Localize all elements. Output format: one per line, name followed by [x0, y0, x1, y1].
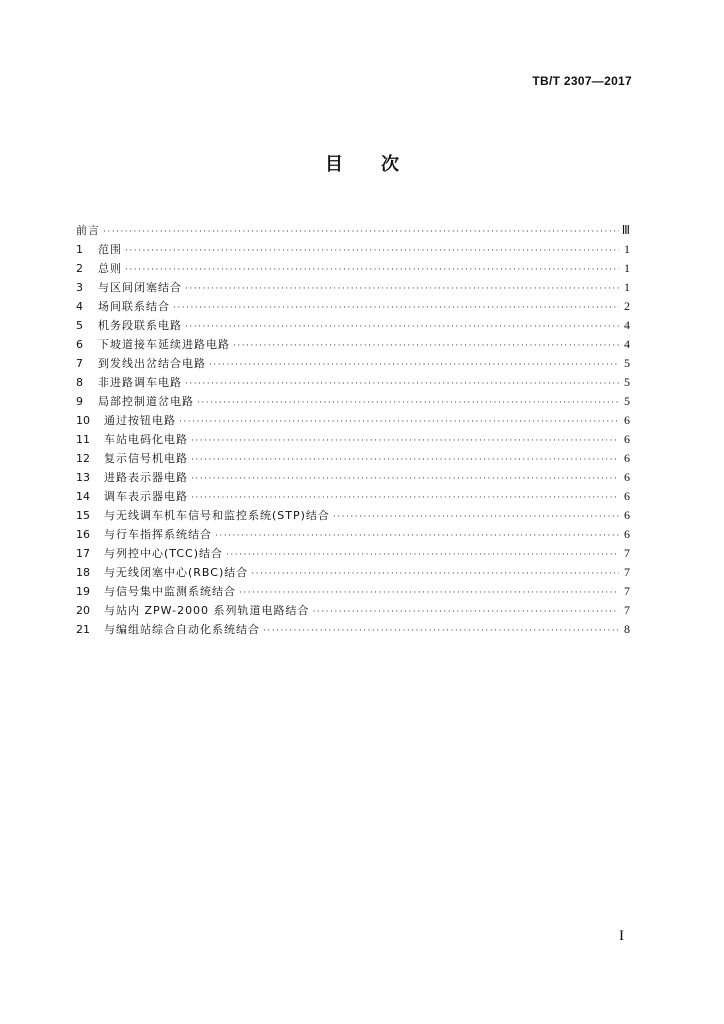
toc-entry-number: 2: [76, 262, 83, 275]
toc-entry[interactable]: [76, 411, 630, 430]
toc-entry-page: 4: [624, 318, 630, 332]
toc-leader-dots: [197, 394, 619, 413]
toc-entry[interactable]: [76, 449, 630, 468]
toc-entry-page: 4: [624, 337, 630, 351]
toc-leader-dots: [191, 470, 619, 489]
toc-entry-page: 2: [624, 299, 630, 313]
toc-entry-page: 1: [624, 242, 630, 256]
toc-entry[interactable]: [76, 335, 630, 354]
toc-entry-page: 6: [624, 432, 630, 446]
toc-entry-label: 复示信号机电路: [104, 452, 188, 465]
toc-entry[interactable]: [76, 620, 630, 639]
toc-leader-dots: [103, 223, 619, 242]
toc-entry-number: 21: [76, 623, 90, 636]
toc-entry-label: 车站电码化电路: [104, 433, 188, 446]
toc-entry-label: 局部控制道岔电路: [98, 395, 194, 408]
toc-entry-label: 通过按钮电路: [104, 414, 176, 427]
toc-entry-page: 7: [624, 546, 630, 560]
toc-entry[interactable]: [76, 240, 630, 259]
toc-entry-label: 与编组站综合自动化系统结合: [104, 623, 260, 636]
toc-entry-number: 4: [76, 300, 83, 313]
toc-entry-page: 5: [624, 375, 630, 389]
toc-entry-number: 10: [76, 414, 90, 427]
toc-leader-dots: [263, 622, 619, 641]
toc-entry-number: 9: [76, 395, 83, 408]
toc-entry-label: 非进路调车电路: [98, 376, 182, 389]
toc-entry[interactable]: [76, 582, 630, 601]
toc-entry-number: 1: [76, 243, 83, 256]
toc-entry[interactable]: [76, 544, 630, 563]
toc-entry-number: 19: [76, 585, 90, 598]
toc-entry-number: 11: [76, 433, 90, 446]
toc-entry-page: 5: [624, 356, 630, 370]
toc-leader-dots: [226, 546, 619, 565]
toc-entry[interactable]: [76, 316, 630, 335]
toc-leader-dots: [125, 242, 619, 261]
toc-entry-page: 6: [624, 470, 630, 484]
toc-entry-page: 6: [624, 413, 630, 427]
toc-entry[interactable]: [76, 354, 630, 373]
toc-entry-number: 7: [76, 357, 83, 370]
toc-entry-label: 范围: [98, 243, 122, 256]
toc-entry-label: 与无线调车机车信号和监控系统(STP)结合: [104, 509, 330, 522]
toc-entry[interactable]: [76, 430, 630, 449]
toc-entry-page: 8: [624, 622, 630, 636]
toc-entry-number: 13: [76, 471, 90, 484]
table-of-contents: [76, 221, 630, 639]
toc-entry-label: 下坡道接车延续进路电路: [98, 338, 230, 351]
toc-entry-number: 6: [76, 338, 83, 351]
toc-entry[interactable]: [76, 506, 630, 525]
toc-leader-dots: [215, 527, 619, 546]
toc-entry-label: 前言: [76, 224, 100, 237]
toc-entry-page: 6: [624, 451, 630, 465]
toc-leader-dots: [185, 318, 619, 337]
toc-leader-dots: [125, 261, 619, 280]
toc-leader-dots: [191, 432, 619, 451]
toc-entry-page: 6: [624, 527, 630, 541]
toc-leader-dots: [185, 280, 619, 299]
toc-entry-label: 调车表示器电路: [104, 490, 188, 503]
toc-entry-label: 机务段联系电路: [98, 319, 182, 332]
toc-entry[interactable]: [76, 468, 630, 487]
page-number: I: [619, 928, 624, 944]
toc-entry-page: 1: [624, 261, 630, 275]
toc-leader-dots: [251, 565, 619, 584]
toc-entry[interactable]: [76, 601, 630, 620]
toc-entry-label: 与站内 ZPW-2000 系列轨道电路结合: [104, 604, 310, 617]
toc-entry-page: 6: [624, 489, 630, 503]
toc-entry-number: 20: [76, 604, 90, 617]
toc-entry[interactable]: [76, 525, 630, 544]
toc-entry-number: 14: [76, 490, 90, 503]
toc-entry-label: 与无线闭塞中心(RBC)结合: [104, 566, 249, 579]
toc-entry-label: 与列控中心(TCC)结合: [104, 547, 224, 560]
toc-leader-dots: [173, 299, 619, 318]
toc-leader-dots: [191, 451, 619, 470]
toc-entry[interactable]: [76, 373, 630, 392]
toc-leader-dots: [313, 603, 619, 622]
toc-entry-label: 与信号集中监测系统结合: [104, 585, 236, 598]
toc-entry-page: 7: [624, 584, 630, 598]
toc-entry-number: 15: [76, 509, 90, 522]
toc-entry-number: 16: [76, 528, 90, 541]
toc-entry-label: 与行车指挥系统结合: [104, 528, 212, 541]
toc-entry-label: 与区间闭塞结合: [98, 281, 182, 294]
toc-entry-number: 17: [76, 547, 90, 560]
toc-leader-dots: [209, 356, 619, 375]
toc-entry-number: 3: [76, 281, 83, 294]
toc-entry[interactable]: [76, 221, 630, 240]
toc-entry-label: 到发线出岔结合电路: [98, 357, 206, 370]
toc-entry-number: 12: [76, 452, 90, 465]
toc-entry-number: 5: [76, 319, 83, 332]
toc-entry-page: 7: [624, 603, 630, 617]
toc-leader-dots: [333, 508, 619, 527]
toc-entry[interactable]: [76, 278, 630, 297]
toc-leader-dots: [179, 413, 619, 432]
toc-entry[interactable]: [76, 487, 630, 506]
toc-entry-label: 进路表示器电路: [104, 471, 188, 484]
toc-entry-page: 1: [624, 280, 630, 294]
toc-entry-number: 18: [76, 566, 90, 579]
toc-entry[interactable]: [76, 297, 630, 316]
toc-entry-label: 场间联系结合: [98, 300, 170, 313]
standard-code: TB/T 2307—2017: [532, 74, 632, 88]
toc-entry-page: 5: [624, 394, 630, 408]
toc-entry-label: 总则: [98, 262, 122, 275]
toc-leader-dots: [185, 375, 619, 394]
toc-entry-page: 7: [624, 565, 630, 579]
toc-leader-dots: [233, 337, 619, 356]
toc-entry-page: 6: [624, 508, 630, 522]
toc-entry[interactable]: [76, 563, 630, 582]
toc-entry-page: Ⅲ: [621, 223, 630, 237]
toc-entry-number: 8: [76, 376, 83, 389]
page-title: 目次: [325, 154, 437, 175]
toc-entry[interactable]: [76, 259, 630, 278]
toc-entry[interactable]: [76, 392, 630, 411]
